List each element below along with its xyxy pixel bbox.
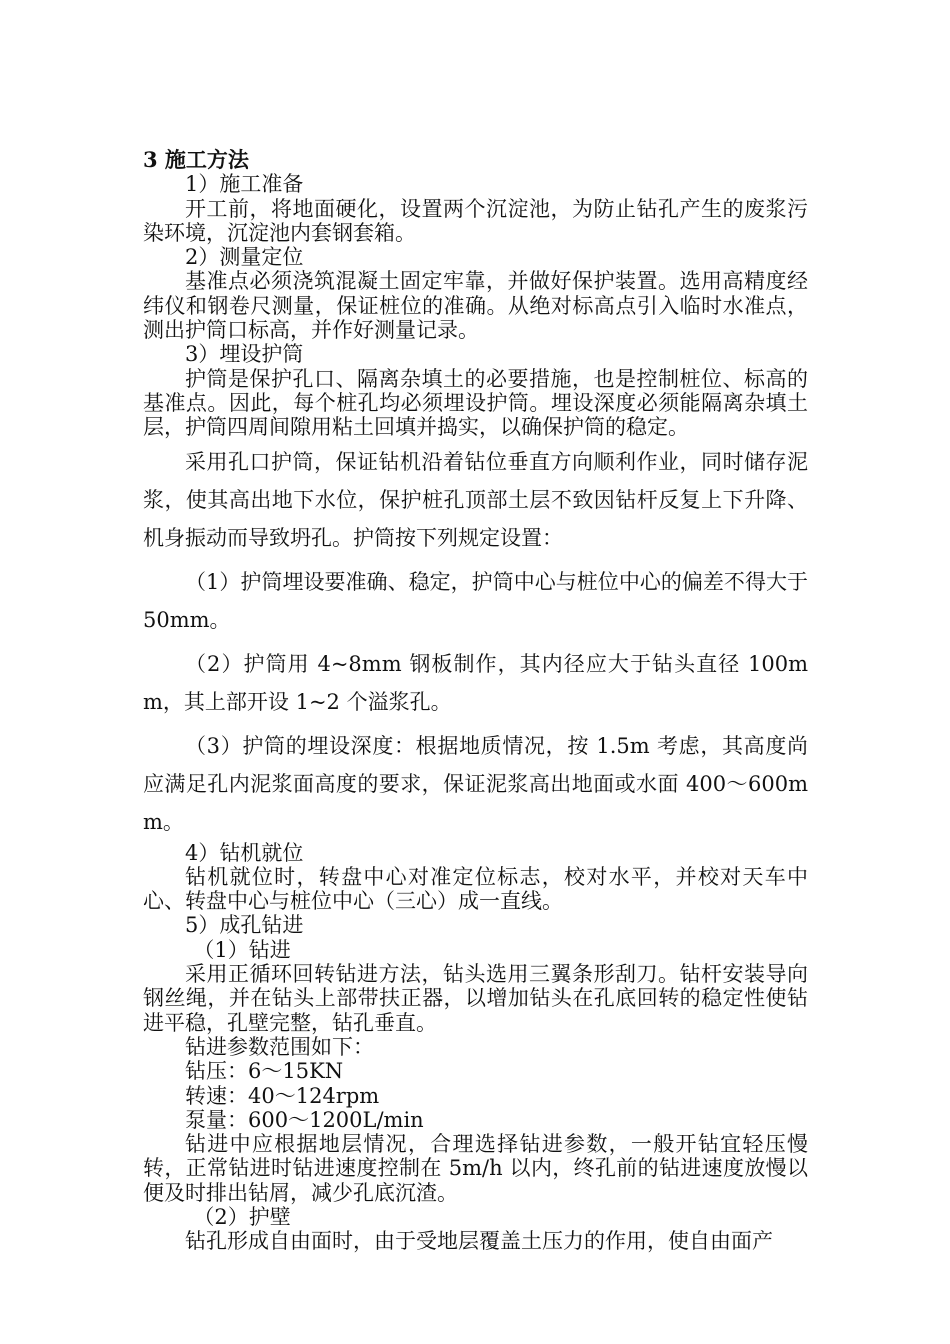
paragraph-drilling-method: 采用正循环回转钻进方法，钻头选用三翼条形刮刀。钻杆安装导向钢丝绳，并在钻头上部带扶正器，以增加钻头在孔底回转的稳定性使钻进平稳，孔壁完整，钻孔垂直。 — [143, 962, 808, 1035]
subheading-drilling: （1）钻进 — [193, 937, 291, 962]
paragraph-drilling-params-intro: 钻进参数范围如下： — [185, 1034, 374, 1059]
paragraph-casing-rule-3: （3）护筒的埋设深度：根据地质情况，按 1.5m 考虑，其高度尚应满足孔内泥浆面高度的要求，保证泥浆高出地面或水面 400～600mm。 — [143, 733, 808, 834]
section-title: 3 施工方法 — [143, 147, 249, 172]
paragraph-wall-protection: 钻孔形成自由面时，由于受地层覆盖土压力的作用，使自由面产 — [185, 1229, 773, 1254]
paragraph-construction-prep: 开工前，将地面硬化，设置两个沉淀池，为防止钻孔产生的废浆污染环境，沉淀池内套钢套箱。 — [143, 196, 808, 245]
subheading-rig-positioning: 4）钻机就位 — [185, 840, 304, 865]
paragraph-casing-purpose: 护筒是保护孔口、隔离杂填土的必要措施，也是控制桩位、标高的基准点。因此，每个桩孔均必须埋设护筒。埋设深度必须能隔离杂填土层，护筒四周间隙用粘土回填并捣实，以确保护筒的稳定。 — [143, 366, 808, 440]
paragraph-survey-positioning: 基准点必须浇筑混凝土固定牢靠，并做好保护装置。选用高精度经纬仪和钢卷尺测量，保证桩位的准确。从绝对标高点引入临时水准点，测出护筒口标高，并作好测量记录。 — [143, 269, 808, 343]
paragraph-rig-positioning: 钻机就位时，转盘中心对准定位标志，校对水平，并校对天车中心、转盘中心与桩位中心（三心）成一直线。 — [143, 864, 808, 914]
subheading-hole-drilling: 5）成孔钻进 — [185, 913, 304, 938]
param-drilling-pressure: 钻压：6～15KN — [185, 1059, 344, 1084]
subheading-construction-prep: 1）施工准备 — [185, 172, 304, 197]
document-body — [143, 148, 808, 1254]
paragraph-drilling-guidance: 钻进中应根据地层情况，合理选择钻进参数，一般开钻宜轻压慢转，正常钻进时钻进速度控制在 5m/h 以内，终孔前的钻进速度放慢以便及时排出钻屑，减少孔底沉渣。 — [143, 1132, 808, 1205]
subheading-survey-positioning: 2）测量定位 — [185, 245, 304, 270]
paragraph-casing-rule-1: （1）护筒埋设要准确、稳定，护筒中心与桩位中心的偏差不得大于 50mm。 — [143, 569, 808, 632]
subheading-casing-burial: 3）埋设护筒 — [185, 342, 304, 367]
paragraph-casing-usage: 采用孔口护筒，保证钻机沿着钻位垂直方向顺利作业，同时储存泥浆，使其高出地下水位，保护桩孔顶部土层不致因钻杆反复上下升降、机身振动而导致坍孔。护筒按下列规定设置： — [143, 449, 808, 550]
param-pump-volume: 泵量：600～1200L/min — [185, 1107, 424, 1132]
param-rotation-speed: 转速：40～124rpm — [185, 1083, 380, 1108]
paragraph-casing-rule-2: （2）护筒用 4~8mm 钢板制作，其内径应大于钻头直径 100mm，其上部开设 1~2 个溢浆孔。 — [143, 651, 808, 714]
subheading-wall-protection: （2）护壁 — [193, 1205, 291, 1230]
